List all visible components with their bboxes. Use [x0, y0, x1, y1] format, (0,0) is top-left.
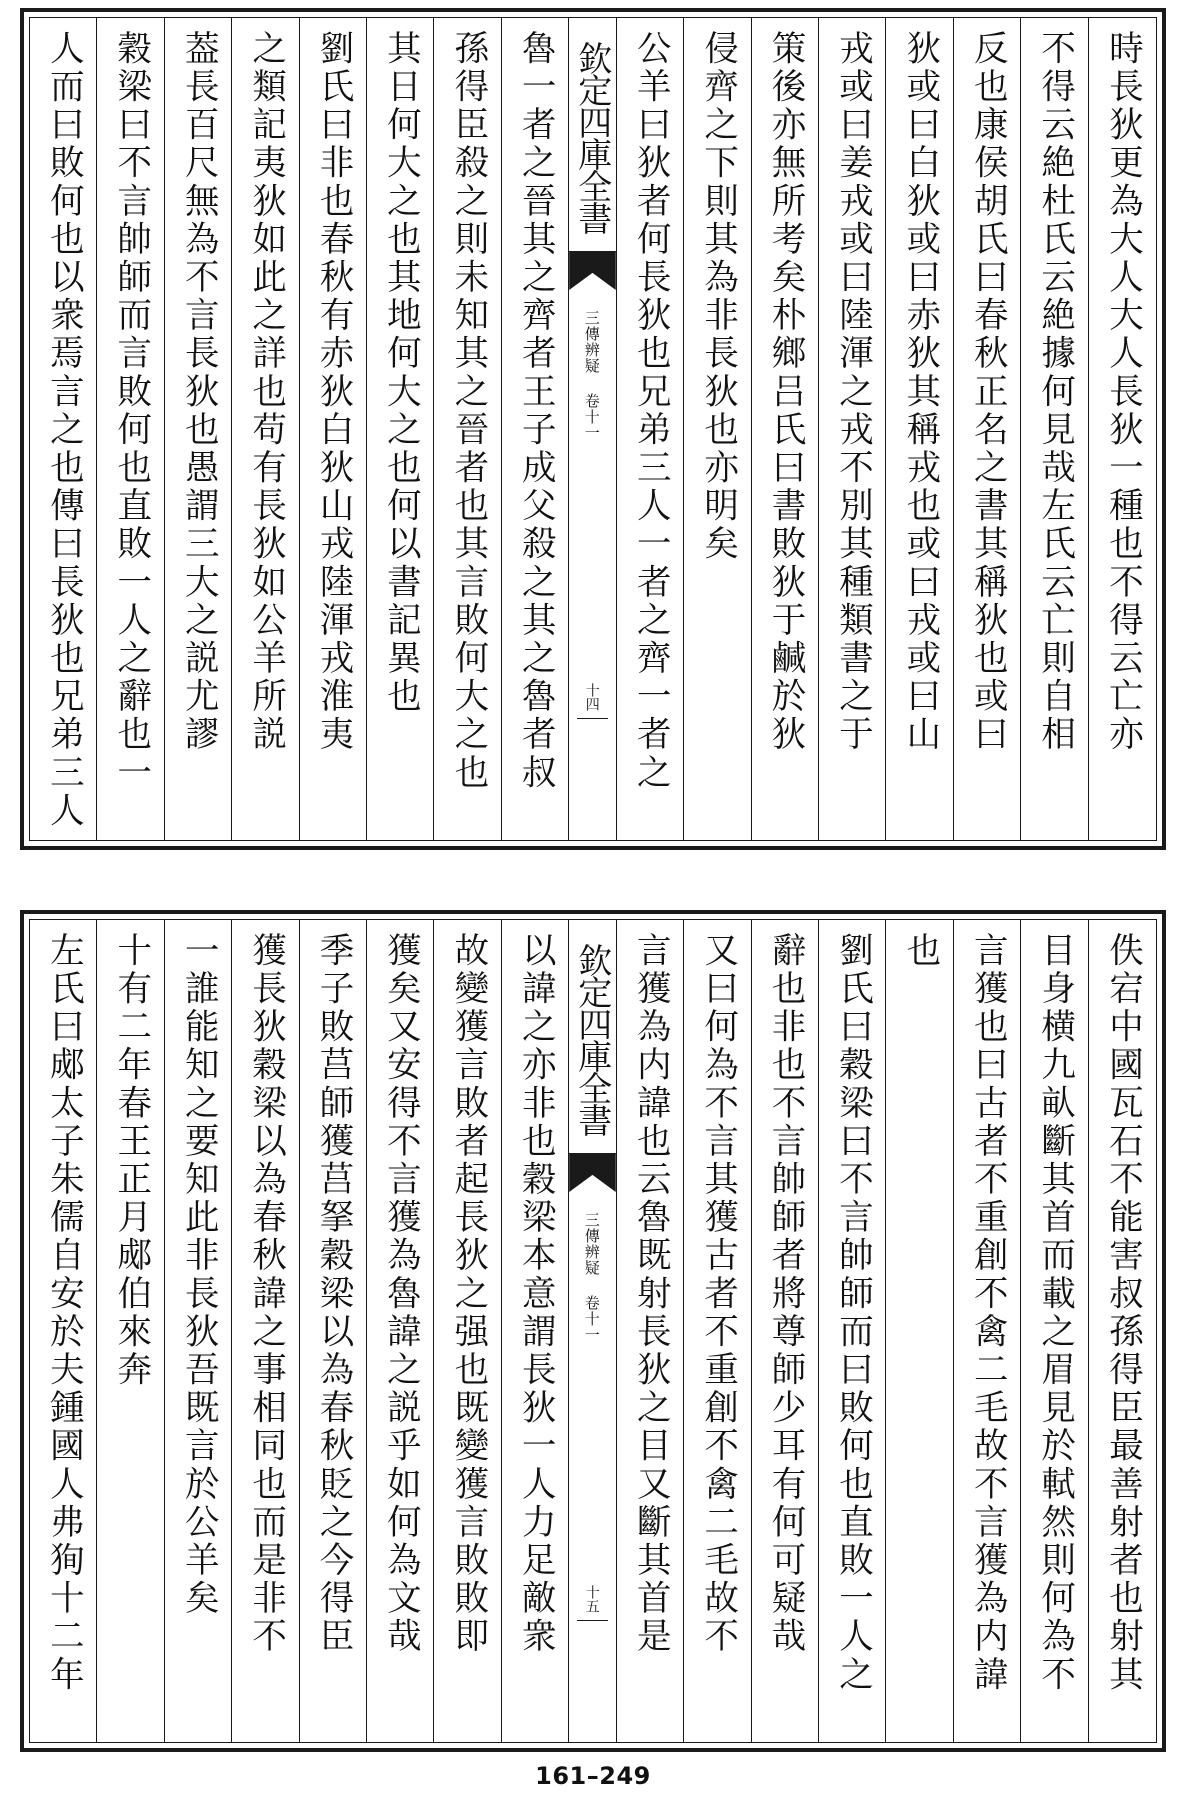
book-title: 欽定四庫全書	[569, 920, 616, 1154]
text-column	[1089, 920, 1156, 1742]
text-line: 人而曰敗何也以衆焉言之也傳曰長狄也兄弟三人	[43, 30, 84, 831]
bottom-page-panel	[20, 910, 1166, 1752]
text-line: 策後亦無所考矣朴鄉吕氏曰書敗狄于鹹於狄	[765, 30, 806, 754]
text-column	[954, 18, 1021, 840]
text-line: 侵齊之下則其為非長狄也亦明矣	[697, 30, 738, 564]
text-line: 戎或曰姜戎或曰陸渾之戎不別其種類書之于	[832, 30, 873, 754]
text-line: 公羊曰狄者何長狄也兄弟三人一者之齊一者之	[630, 30, 671, 792]
text-line: 言獲為内諱也云魯既射長狄之目又斷其首是	[630, 932, 671, 1656]
fishtail-mark	[569, 252, 616, 290]
text-column	[300, 920, 367, 1742]
text-column	[684, 18, 751, 840]
text-column	[886, 920, 953, 1742]
folio-rule	[577, 1620, 608, 1621]
text-column	[232, 18, 299, 840]
text-column	[434, 18, 501, 840]
text-line: 反也康侯胡氏曰春秋正名之書其稱狄也或曰	[967, 30, 1008, 754]
text-line: 又曰何為不言其獲古者不重創不禽二毛故不	[697, 932, 738, 1656]
text-line: 獲矣又安得不言獲為魯諱之説乎如何為文哉	[380, 932, 421, 1656]
text-column	[617, 920, 684, 1742]
text-line: 劉氏曰非也春秋有赤狄白狄山戎陸渾戎淮夷	[313, 30, 354, 754]
text-column	[502, 18, 569, 840]
text-line: 劉氏曰穀梁曰不言帥師而曰敗何也直敗一人之	[832, 932, 873, 1694]
text-column	[886, 18, 953, 840]
folio-rule	[577, 718, 608, 719]
text-line: 獲長狄穀梁以為春秋諱之事相同也而是非不	[245, 932, 286, 1656]
folio-number: 十五	[583, 1585, 600, 1613]
text-column	[30, 920, 97, 1742]
text-column	[819, 18, 886, 840]
text-line: 不得云絶杜氏云絶據何見哉左氏云亡則自相	[1034, 30, 1075, 754]
bottom-page-columns	[30, 920, 1156, 1742]
text-line: 季子敗莒師獲莒拏穀梁以為春秋貶之今得臣	[313, 932, 354, 1656]
text-line: 穀梁曰不言帥師而言敗何也直敗一人之辭也一	[110, 30, 151, 792]
text-column	[300, 18, 367, 840]
text-column	[502, 920, 569, 1742]
text-line: 時長狄更為大人大人長狄一種也不得云亡亦	[1102, 30, 1143, 754]
top-page-columns	[30, 18, 1156, 840]
book-title: 欽定四庫全書	[569, 18, 616, 252]
text-column	[165, 920, 232, 1742]
top-page-panel	[20, 8, 1166, 850]
text-line: 之類記夷狄如此之詳也苟有長狄如公羊所説	[245, 30, 286, 754]
page-number: 161–249	[535, 1762, 651, 1790]
text-column	[819, 920, 886, 1742]
text-column	[752, 18, 819, 840]
text-column	[367, 920, 434, 1742]
text-line: 也	[899, 932, 940, 971]
text-column	[1089, 18, 1156, 840]
text-line: 辭也非也不言帥師者將尊師少耳有何可疑哉	[765, 932, 806, 1656]
text-column	[617, 18, 684, 840]
text-line: 葢長百尺無為不言長狄也愚謂三大之説尤謬	[178, 30, 219, 754]
text-column	[165, 18, 232, 840]
text-column	[684, 920, 751, 1742]
text-line: 魯一者之晉其之齊者王子成父殺之其之魯者叔	[515, 30, 556, 792]
text-column	[434, 920, 501, 1742]
text-line: 孫得臣殺之則未知其之晉者也其言敗何大之也	[447, 30, 488, 792]
text-column	[752, 920, 819, 1742]
text-line: 以諱之亦非也穀梁本意謂長狄一人力足敵衆	[515, 932, 556, 1656]
text-column	[97, 18, 164, 840]
text-column	[1021, 920, 1088, 1742]
text-line: 左氏曰郕太子朱儒自安於夫鍾國人弗狥十二年	[43, 932, 84, 1694]
text-column	[30, 18, 97, 840]
center-column	[569, 920, 617, 1742]
text-line: 故變獲言敗者起長狄之强也既變獲言敗敗即	[447, 932, 488, 1656]
text-line: 其日何大之也其地何大之也何以書記異也	[380, 30, 421, 716]
text-column	[1021, 18, 1088, 840]
text-column	[232, 920, 299, 1742]
text-line: 目身横九畒斷其首而載之眉見於軾然則何為不	[1034, 932, 1075, 1694]
text-line: 言獲也曰古者不重創不禽二毛故不言獲為内諱	[967, 932, 1008, 1694]
text-column	[954, 920, 1021, 1742]
book-subtitle: 三傳辨疑 卷十一	[582, 310, 601, 441]
text-line: 十有二年春王正月郕伯來奔	[110, 932, 151, 1390]
fishtail-mark	[569, 1154, 616, 1192]
text-column	[367, 18, 434, 840]
text-line: 一誰能知之要知此非長狄吾既言於公羊矣	[178, 932, 219, 1618]
text-line: 佚宕中國瓦石不能害叔孫得臣最善射者也射其	[1102, 932, 1143, 1694]
text-line: 狄或曰白狄或曰赤狄其稱戎也或曰戎或曰山	[899, 30, 940, 754]
text-column	[97, 920, 164, 1742]
center-column	[569, 18, 617, 840]
book-subtitle: 三傳辨疑 卷十一	[582, 1212, 601, 1343]
folio-number: 十四	[583, 683, 600, 711]
